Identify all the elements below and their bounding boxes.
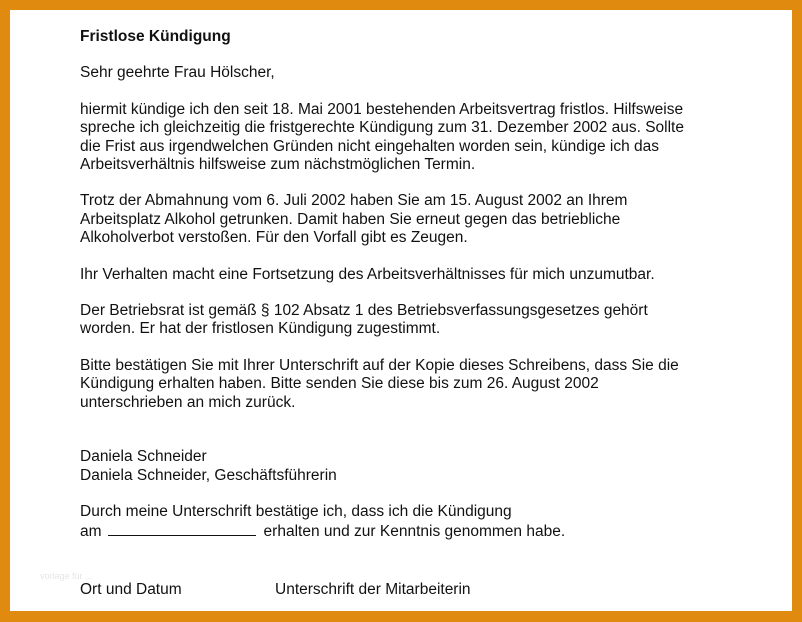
date-blank-line [108, 521, 256, 536]
paragraph-confirmation-request [80, 357, 740, 412]
paragraph-line: die Frist aus irgendwelchen Gründen nicht eingehalten worden sein, kündige ich das [80, 137, 660, 155]
footer-place-date: Ort und Datum [80, 581, 182, 598]
paragraph-line: Arbeitsplatz Alkohol getrunken. Damit haben Sie erneut gegen das betriebliche [80, 210, 621, 228]
paragraph-works-council [80, 302, 740, 339]
signature-name: Daniela Schneider [80, 448, 207, 466]
salutation: Sehr geehrte Frau Hölscher, [80, 64, 275, 82]
letter-title: Fristlose Kündigung [80, 28, 231, 45]
paragraph-termination [80, 101, 740, 175]
paragraph-line: Trotz der Abmahnung vom 6. Juli 2002 haben Sie am 15. August 2002 an Ihrem [80, 192, 628, 210]
confirmation-block [80, 503, 740, 542]
paragraph-line: worden. Er hat der fristlosen Kündigung zugestimmt. [80, 320, 441, 338]
paragraph-line: spreche ich gleichzeitig die fristgerechte Kündigung zum 31. Dezember 2002 aus. Sollte [80, 119, 684, 137]
paragraph-line: Alkoholverbot verstoßen. Für den Vorfall gibt es Zeugen. [80, 229, 468, 247]
letter-body [80, 28, 740, 542]
confirmation-text: Durch meine Unterschrift bestätige ich, dass ich die Kündigung [80, 502, 512, 520]
paragraph-line: hiermit kündige ich den seit 18. Mai 2001 bestehenden Arbeitsvertrag fristlos. Hilfsweise [80, 100, 684, 118]
footer-employee-signature: Unterschrift der Mitarbeiterin [275, 581, 471, 598]
paragraph-line: Bitte bestätigen Sie mit Ihrer Unterschrift auf der Kopie dieses Schreibens, dass Sie die [80, 356, 679, 374]
paragraph-line: Kündigung erhalten haben. Bitte senden Sie diese bis zum 26. August 2002 [80, 375, 599, 393]
signature-role: Daniela Schneider, Geschäftsführerin [80, 466, 337, 484]
paragraph-line: Ihr Verhalten macht eine Fortsetzung des Arbeitsverhältnisses für mich unzumutbar. [80, 265, 655, 283]
confirmation-rest: erhalten und zur Kenntnis genommen habe. [263, 523, 566, 541]
paragraph-line: unterschrieben an mich zurück. [80, 393, 296, 411]
paragraph-line: Arbeitsverhältnis hilfsweise zum nächstmöglichen Termin. [80, 156, 476, 174]
confirmation-am: am [80, 523, 102, 541]
watermark: vorlage für ... [40, 571, 93, 581]
paragraph-reason [80, 192, 740, 247]
signature-block [80, 448, 740, 485]
paragraph-line: Der Betriebsrat ist gemäß § 102 Absatz 1 des Betriebsverfassungsgesetzes gehört [80, 302, 648, 320]
letter-page [10, 10, 792, 611]
paragraph-unacceptable [80, 266, 740, 284]
